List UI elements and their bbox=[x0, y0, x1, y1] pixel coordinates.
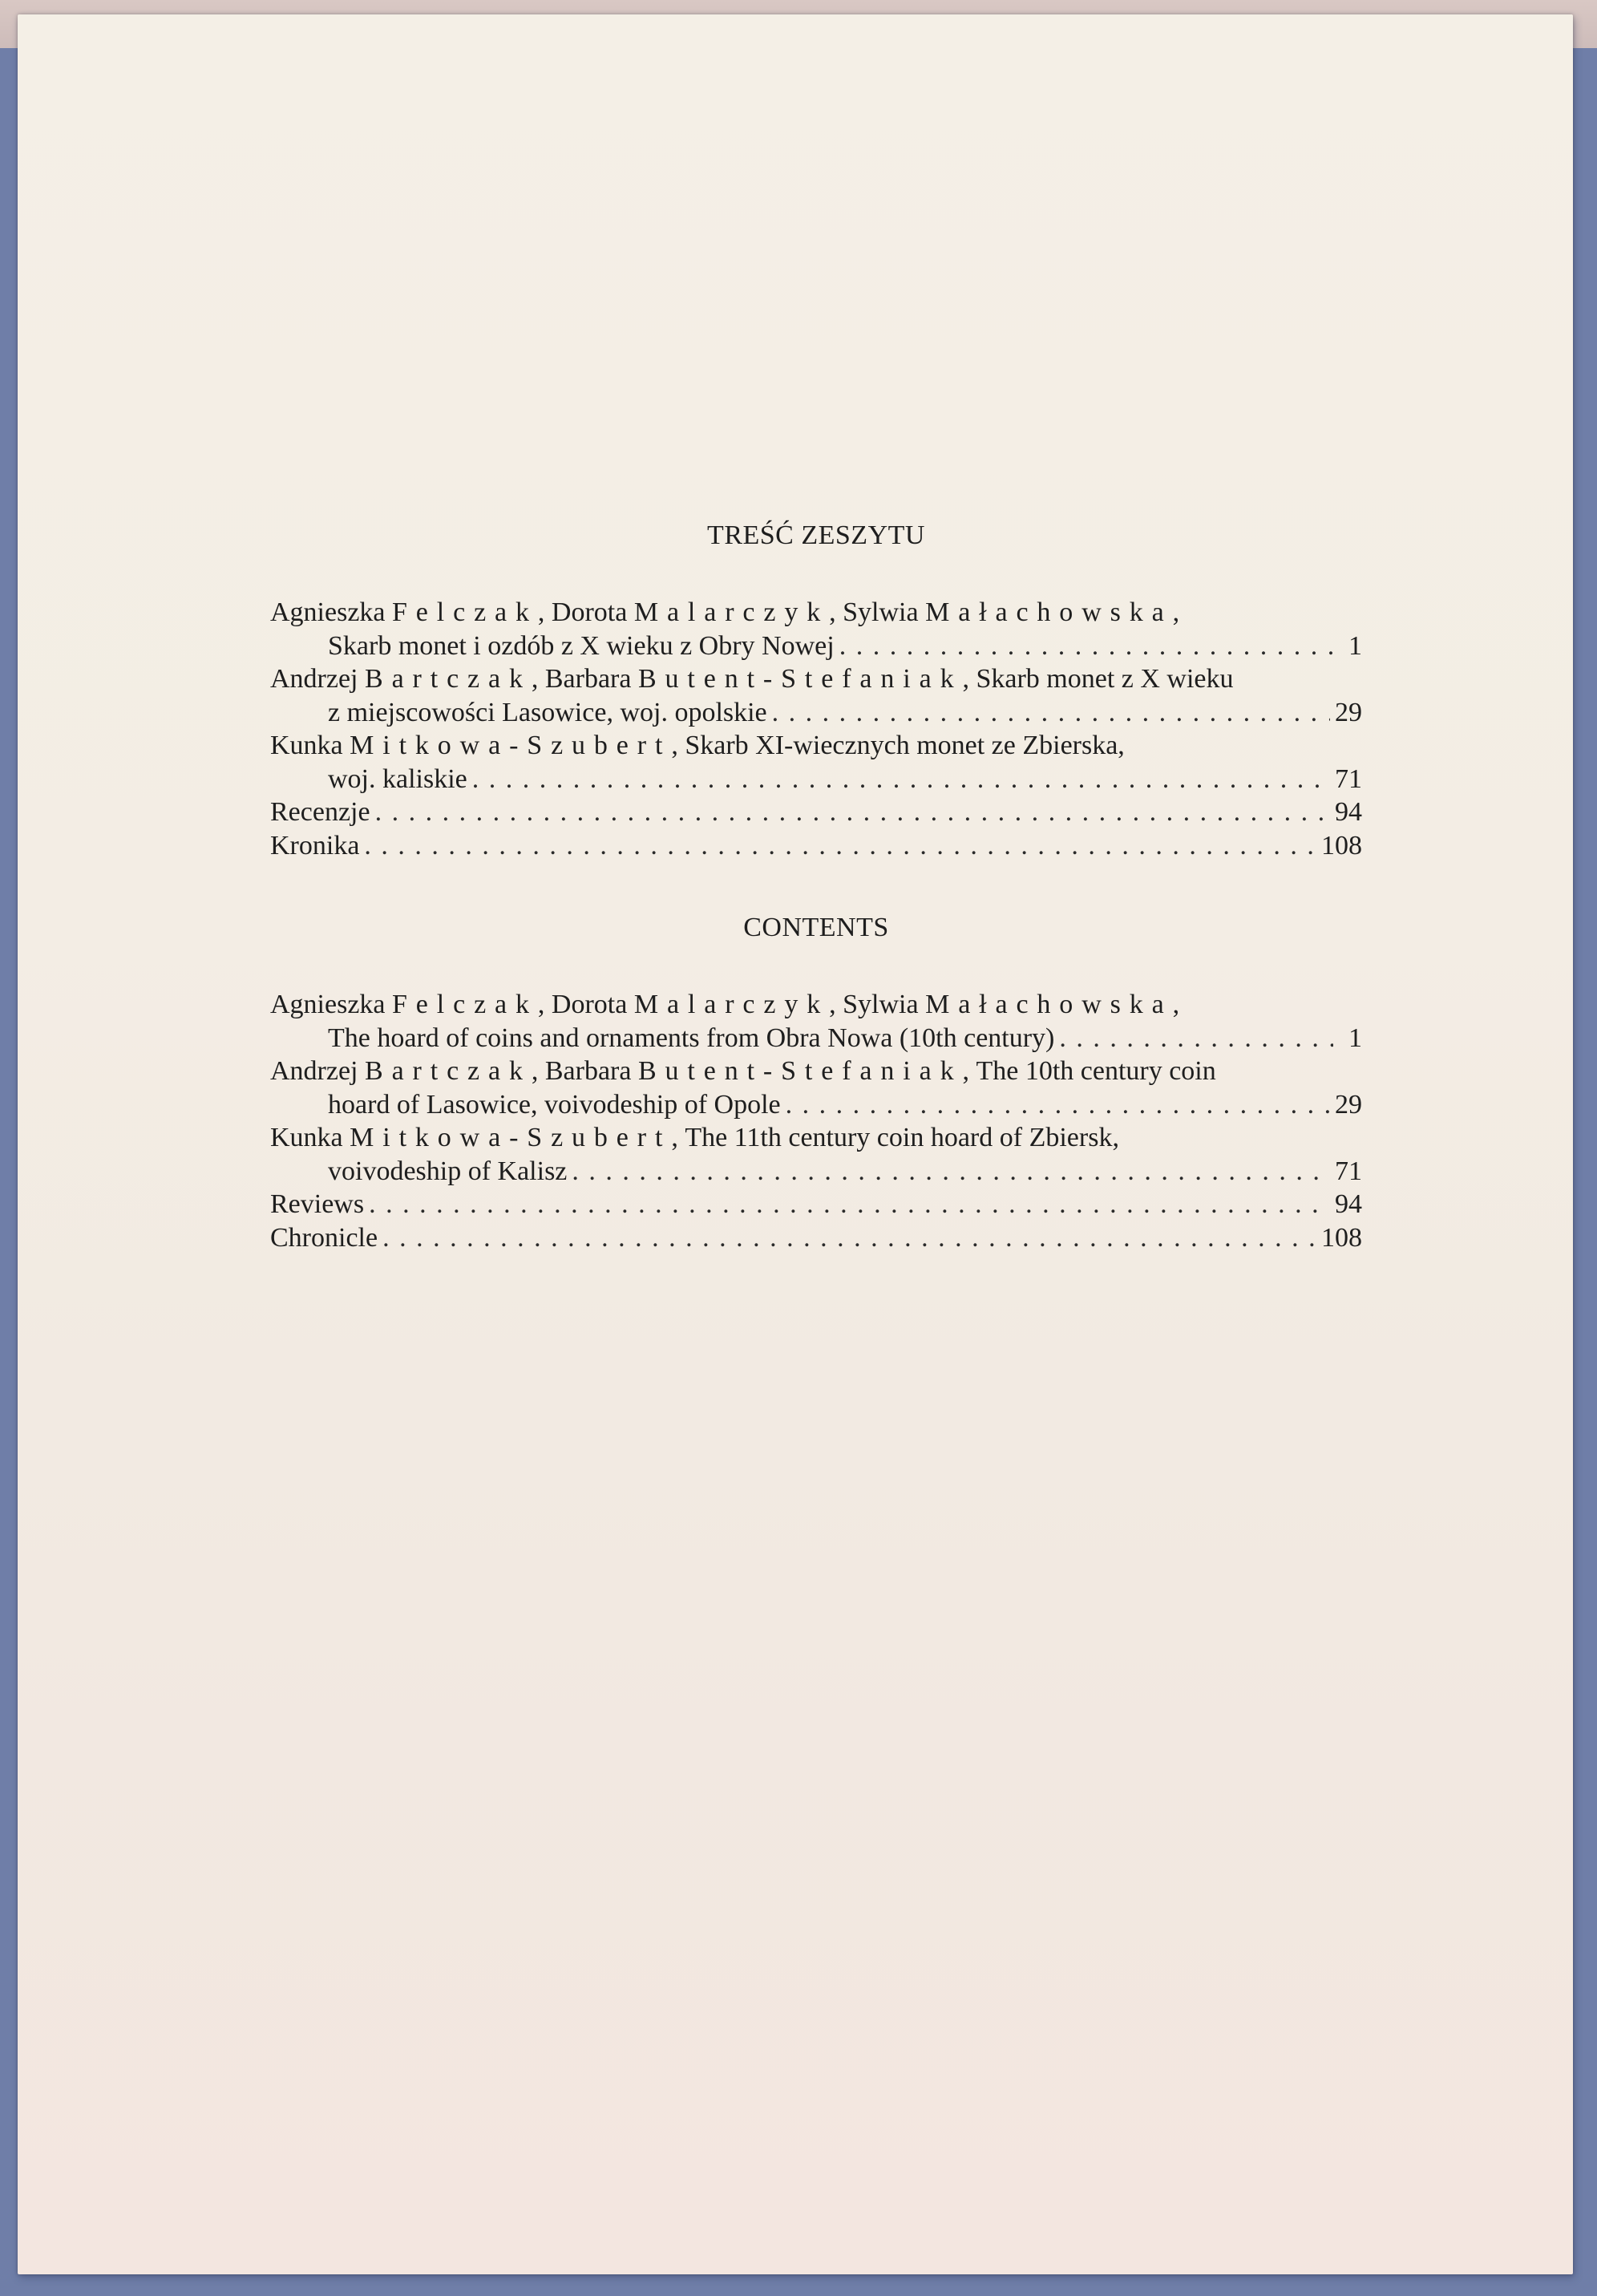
toc-entry bbox=[270, 1055, 1362, 1121]
author-surname: Małachowska bbox=[925, 597, 1173, 627]
author-surname: Felczak bbox=[392, 990, 538, 1019]
dot-leader bbox=[772, 696, 1330, 730]
author-surname: Mitkowa-Szubert bbox=[350, 1123, 672, 1152]
page-number: 29 bbox=[1335, 1089, 1362, 1120]
page-number: 1 bbox=[1348, 1022, 1362, 1053]
author-line: Agnieszka Felczak , Dorota Malarczyk , Sylwia Małachowska , bbox=[270, 988, 1362, 1022]
author-first-name: Dorota bbox=[551, 597, 628, 627]
toc-entries-pl bbox=[270, 596, 1362, 862]
toc-entries-en bbox=[270, 988, 1362, 1254]
toc-entry bbox=[270, 596, 1362, 662]
heading-contents: CONTENTS bbox=[743, 913, 889, 942]
entry-title: Reviews bbox=[270, 1189, 365, 1219]
title-line bbox=[270, 1022, 1362, 1055]
author-line: Agnieszka Felczak , Dorota Malarczyk , Sylwia Małachowska , bbox=[270, 596, 1362, 630]
dot-leader bbox=[375, 796, 1330, 829]
author-surname: Mitkowa-Szubert bbox=[350, 731, 672, 760]
entry-title: The 11th century coin hoard of Zbiersk, bbox=[685, 1123, 1119, 1152]
page-number: 29 bbox=[1335, 697, 1362, 727]
author-surname: Malarczyk bbox=[633, 990, 830, 1019]
page-number: 108 bbox=[1321, 830, 1362, 860]
entry-title: The hoard of coins and ornaments from Obra Nowa (10th century) bbox=[328, 1022, 1055, 1053]
toc-entry bbox=[270, 1188, 1362, 1221]
page-number: 108 bbox=[1321, 1222, 1362, 1253]
entry-title: Skarb monet i ozdób z X wieku z Obry Nowej bbox=[328, 630, 835, 661]
title-line bbox=[270, 829, 1362, 863]
author-surname: Bartczak bbox=[365, 664, 532, 694]
toc-entry bbox=[270, 829, 1362, 863]
toc-entry bbox=[270, 1221, 1362, 1255]
author-surname: Małachowska bbox=[925, 990, 1173, 1019]
dot-leader bbox=[839, 630, 1333, 663]
title-line bbox=[270, 1221, 1362, 1255]
toc-entry bbox=[270, 988, 1362, 1055]
author-first-name: Andrzej bbox=[270, 664, 358, 694]
author-first-name: Dorota bbox=[551, 990, 628, 1019]
author-first-name: Andrzej bbox=[270, 1056, 358, 1086]
dot-leader bbox=[572, 1155, 1330, 1188]
author-first-name: Sylwia bbox=[843, 990, 919, 1019]
dot-leader bbox=[364, 829, 1316, 863]
entry-title: Chronicle bbox=[270, 1222, 378, 1253]
title-line bbox=[270, 1155, 1362, 1188]
dot-leader bbox=[369, 1188, 1330, 1221]
dot-leader bbox=[786, 1088, 1330, 1122]
author-first-name: Barbara bbox=[544, 1056, 632, 1086]
entry-title: The 10th century coin bbox=[976, 1056, 1216, 1086]
entry-title-continued: woj. kaliskie bbox=[328, 763, 467, 794]
author-first-name: Kunka bbox=[270, 1123, 343, 1152]
author-first-name: Kunka bbox=[270, 731, 343, 760]
entry-title: Kronika bbox=[270, 830, 360, 860]
heading-tresc-zeszytu: TREŚĆ ZESZYTU bbox=[707, 520, 925, 550]
title-line bbox=[270, 796, 1362, 829]
title-line bbox=[270, 1088, 1362, 1122]
page-number: 94 bbox=[1335, 1189, 1362, 1219]
toc-entry bbox=[270, 662, 1362, 729]
author-surname: Felczak bbox=[392, 597, 538, 627]
dot-leader bbox=[472, 763, 1330, 796]
author-line: Kunka Mitkowa-Szubert , Skarb XI-wiecznych monet ze Zbierska, bbox=[270, 729, 1362, 763]
entry-title-continued: hoard of Lasowice, voivodeship of Opole bbox=[328, 1089, 781, 1120]
author-line: Andrzej Bartczak , Barbara Butent-Stefaniak , The 10th century coin bbox=[270, 1055, 1362, 1088]
toc-entry bbox=[270, 729, 1362, 796]
title-line bbox=[270, 1188, 1362, 1221]
toc-entry bbox=[270, 1121, 1362, 1188]
title-line bbox=[270, 630, 1362, 663]
entry-title: Skarb XI-wiecznych monet ze Zbierska, bbox=[685, 731, 1125, 760]
author-line: Kunka Mitkowa-Szubert , The 11th century coin hoard of Zbiersk, bbox=[270, 1121, 1362, 1155]
author-first-name: Agnieszka bbox=[270, 990, 386, 1019]
page-number: 71 bbox=[1335, 1156, 1362, 1186]
entry-title-continued: z miejscowości Lasowice, woj. opolskie bbox=[328, 697, 767, 727]
dot-leader bbox=[382, 1221, 1316, 1255]
author-surname: Butent-Stefaniak bbox=[637, 664, 963, 694]
table-of-contents bbox=[270, 512, 1362, 1254]
entry-title: Skarb monet z X wieku bbox=[976, 664, 1234, 694]
toc-entry bbox=[270, 796, 1362, 829]
author-first-name: Sylwia bbox=[843, 597, 919, 627]
author-first-name: Agnieszka bbox=[270, 597, 386, 627]
author-surname: Malarczyk bbox=[633, 597, 830, 627]
page-number: 71 bbox=[1335, 763, 1362, 794]
back-cover-page bbox=[18, 14, 1573, 2274]
title-line bbox=[270, 763, 1362, 796]
entry-title: Recenzje bbox=[270, 797, 370, 827]
page-number: 1 bbox=[1348, 630, 1362, 661]
page-number: 94 bbox=[1335, 797, 1362, 827]
author-surname: Butent-Stefaniak bbox=[637, 1056, 963, 1086]
author-first-name: Barbara bbox=[544, 664, 632, 694]
dot-leader bbox=[1059, 1022, 1333, 1055]
entry-title-continued: voivodeship of Kalisz bbox=[328, 1156, 568, 1186]
author-surname: Bartczak bbox=[365, 1056, 532, 1086]
author-line: Andrzej Bartczak , Barbara Butent-Stefaniak , Skarb monet z X wieku bbox=[270, 662, 1362, 696]
title-line bbox=[270, 696, 1362, 730]
